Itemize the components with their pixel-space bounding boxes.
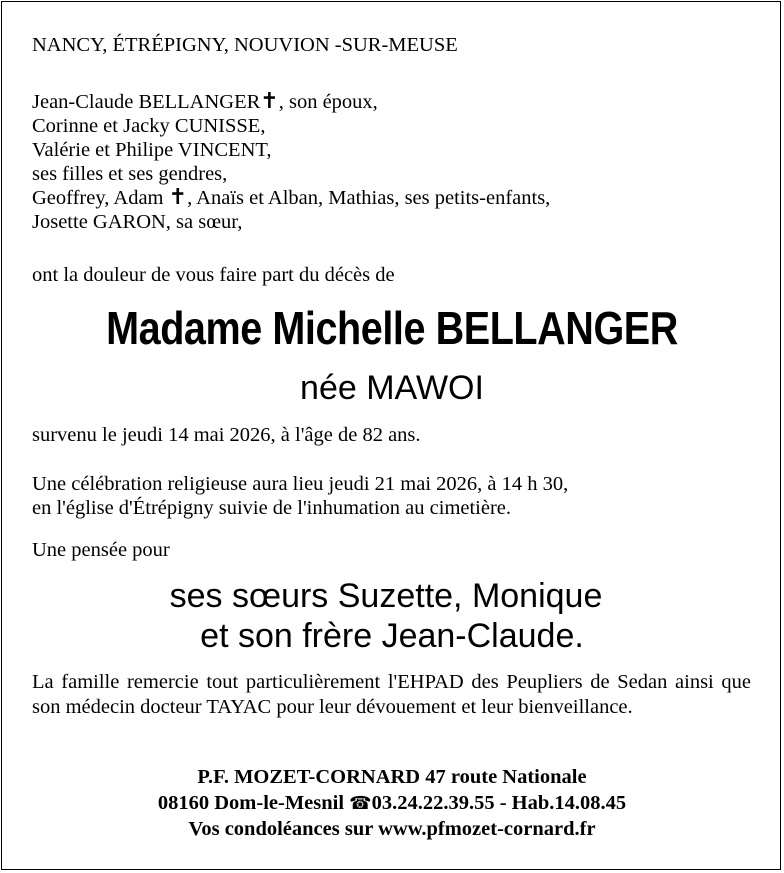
ceremony-line1: Une célébration religieuse aura lieu jeudi 21 mai 2026, à 14 h 30, <box>32 473 569 495</box>
cross-icon: ✝ <box>168 185 188 210</box>
grandchildren-rest: , Anaïs et Alban, Mathias, ses petits-enfants, <box>187 187 551 209</box>
family-line-daughter1: Corinne et Jacky CUNISSE, <box>32 115 266 137</box>
announcement-intro: ont la douleur de vous faire part du décès de <box>32 264 395 286</box>
death-info: survenu le jeudi 14 mai 2026, à l'âge de 82 ans. <box>32 424 421 446</box>
cross-icon: ✝ <box>260 89 279 114</box>
family-line-sister: Josette GARON, sa sœur, <box>32 211 243 233</box>
family-line-relation: ses filles et ses gendres, <box>32 163 228 185</box>
family-line-grandchildren <box>32 186 550 210</box>
deceased-name: Madame Michelle BELLANGER <box>106 302 678 354</box>
header-places: NANCY, ÉTRÉPIGNY, NOUVION -SUR-MEUSE <box>32 34 458 56</box>
grandchildren-start: Geoffrey, Adam <box>32 187 169 209</box>
thought-line1: ses sœurs Suzette, Monique <box>169 577 603 615</box>
deceased-maiden-name: née MAWOI <box>300 369 484 407</box>
spouse-relation: , son époux, <box>278 91 378 113</box>
funeral-home-postcode: 08160 Dom-le-Mesnil <box>157 792 350 814</box>
ceremony-line2: en l'église d'Étrépigny suivie de l'inhumation au cimetière. <box>32 497 512 519</box>
family-line-spouse <box>32 90 378 114</box>
family-line-daughter2: Valérie et Philipe VINCENT, <box>32 139 272 161</box>
funeral-home-address: P.F. MOZET-CORNARD 47 route Nationale <box>197 766 587 788</box>
funeral-home-website: Vos condoléances sur www.pfmozet-cornard.fr <box>188 818 596 840</box>
thanks-text: La famille remercie tout particulièrement l'EHPAD des Peupliers de Sedan ainsi que son médecin docteur TAYAC pour leur dévouement et leur bienveillance. <box>32 671 751 718</box>
thought-line2: et son frère Jean-Claude. <box>200 617 584 655</box>
funeral-home-contact <box>0 790 784 817</box>
funeral-home-phones: 03.24.22.39.55 - Hab.14.08.45 <box>371 792 627 814</box>
phone-icon: ☎ <box>349 793 372 814</box>
thought-intro: Une pensée pour <box>32 539 170 561</box>
spouse-name: Jean-Claude BELLANGER <box>32 91 261 113</box>
